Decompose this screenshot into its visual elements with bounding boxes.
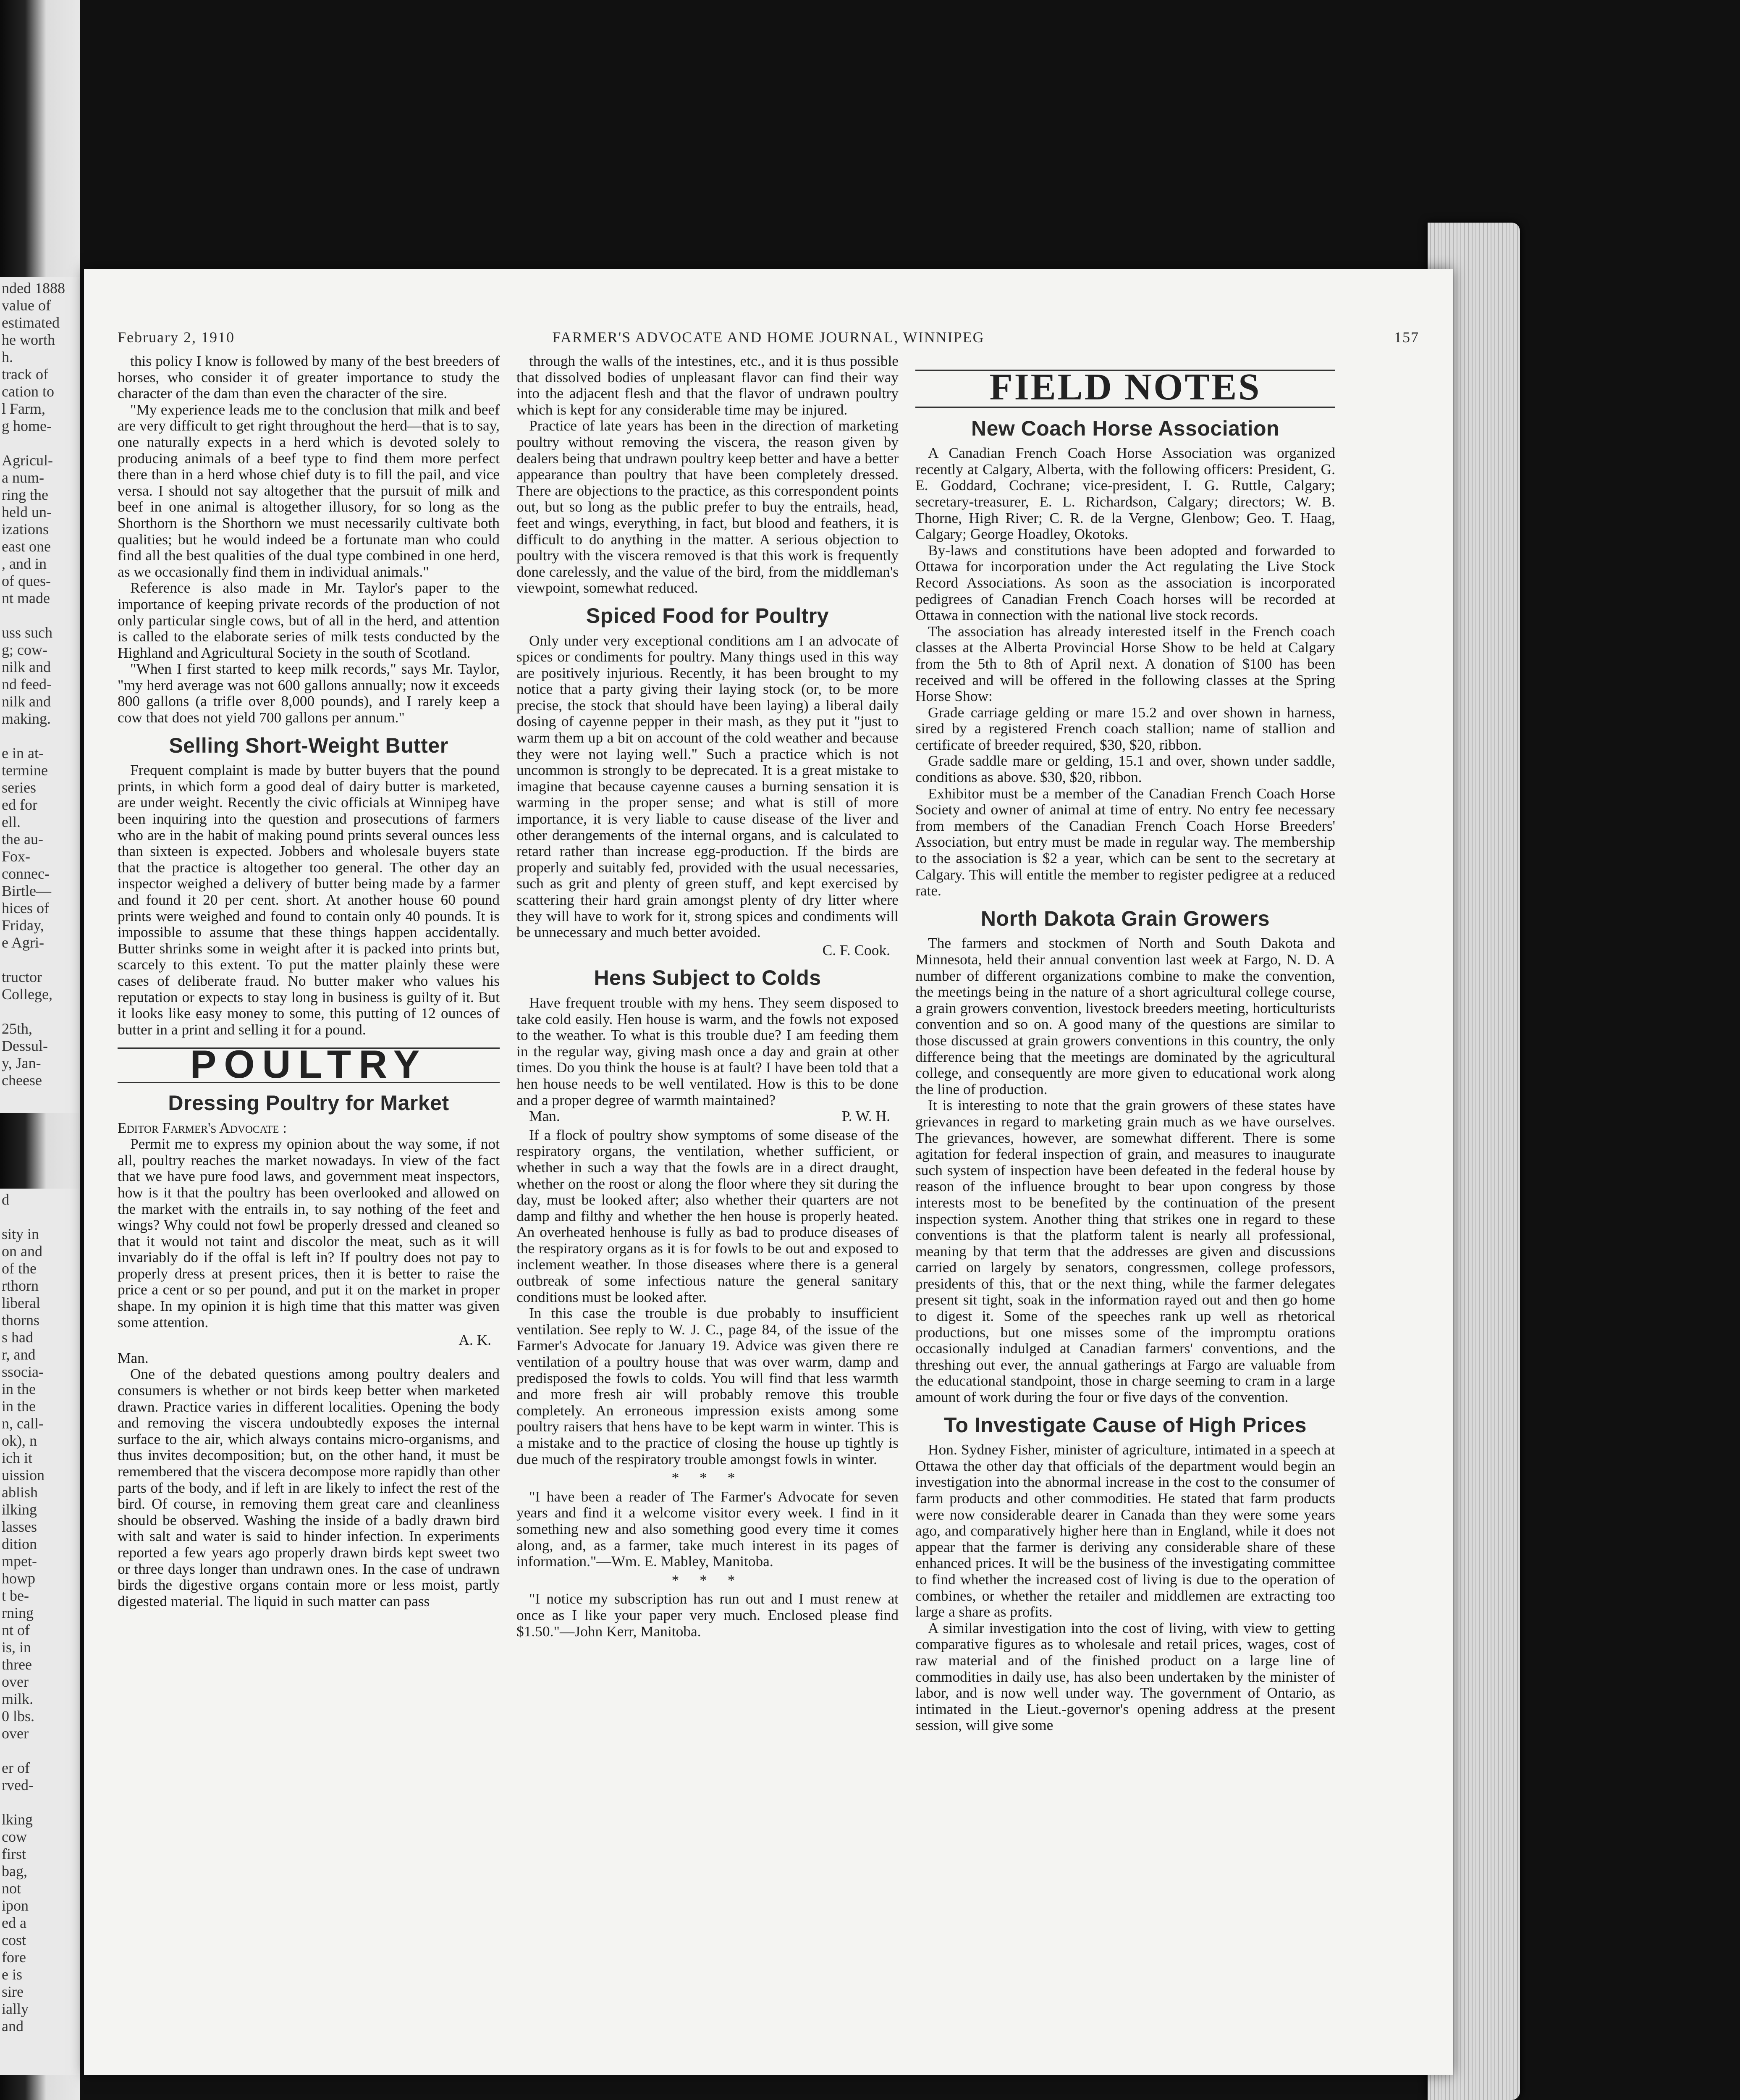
strip-line: three [2,1656,32,1673]
strip-line: Friday, [2,917,44,934]
strip-line: howp [2,1570,35,1587]
field-notes-banner: FIELD NOTES [915,370,1335,408]
hens-colds-heading: Hens Subject to Colds [594,966,821,990]
paragraph: "My experience leads me to the conclusion that milk and beef are very difficult to get right throughout the herd—that is to say, one naturally expects in a herd which is devoted solely to producing animals of a beef type to find them more perfect there than in a herd whose chief duty is to fill the pail, and vice versa. I should not say altogether that the pursuit of milk and beef in one animal is altogether illusory, for so long as the Shorthorn is the Shorthorn we must necessarily cultivate both qualities; but he would indeed be a fortunate man who could find all the best qualities of the dual type combined in one herd, as we occasionally find them in individual animals." [118,401,500,580]
strip-line: is, in [2,1639,31,1656]
strip-line: e in at- [2,745,44,761]
strip-line: g; cow- [2,641,47,658]
strip-line: ich it [2,1449,32,1466]
strip-line: connec- [2,865,50,882]
hens-colds-answer [516,1127,899,1467]
dressing-signature: A. K. [459,1331,491,1349]
strip-line [2,435,80,452]
strip-line: and [2,2018,24,2034]
paragraph: Permit me to express my opinion about the way some, if not all, poultry reaches the market nowadays. In view of the fact that we have pure food laws, and government meat inspectors, how is it that the poultry has been overlooked and allowed on the market with the entrails in, to say nothing of the feet and wings? Why could not fowl be properly dressed and cleaned so that it would not taint and discolor the meat, such as it will invariably do if the offal is left in? If poultry does not pay to properly dress at present prices, then it is better to raise the price a cent or so per pound, and put it on the market in proper shape. In my opinion it is high time that this matter was given some attention. [118,1135,500,1331]
strip-line: Fox- [2,848,31,865]
dressing-poultry-letter [118,1136,500,1330]
strip-line: over [2,1673,29,1690]
strip-line: east one [2,538,51,555]
strip-line: dition [2,1536,37,1552]
strip-line: liberal [2,1294,40,1311]
strip-line: lasses [2,1518,37,1535]
paragraph: If a flock of poultry show symptoms of some disease of the respiratory organs, the ventilation, whether sufficient, or whether in such a way that the fowls are in a direct draught, whether on the roost or along the floor where they sit during the day, must be looked after; also whether their quarters are not damp and filthy and whether the hen house is properly heated. An overheated henhouse is fully as bad to produce diseases of the respiratory organs as it is for fowls to be out and exposed to inclement weather. In those diseases where there is a general outbreak of some infectious nature the general sanitary conditions must be looked after. [516,1126,899,1305]
strip-line: 25th, [2,1020,33,1037]
newspaper-page [84,269,1453,2075]
strip-line: in the [2,1381,36,1397]
strip-line: ablish [2,1484,38,1501]
strip-line: he worth [2,331,55,348]
page-number: 157 [1394,329,1419,346]
poultry-banner: POULTRY [118,1047,500,1083]
previous-page-strip-bottom [0,1189,80,2075]
strip-line [2,951,80,969]
strip-line: ially [2,2000,29,2017]
strip-line: l Farm, [2,400,45,417]
strip-line: Agricul- [2,452,53,469]
strip-line: t be- [2,1587,29,1604]
strip-line: rning [2,1604,34,1621]
strip-line: tructor [2,969,42,985]
strip-line: College, [2,986,52,1003]
paragraph: Hon. Sydney Fisher, minister of agriculture, intimated in a speech at Ottawa the other day that officials of the department would begin an investigation into the abnormal increase in the cost to the consumer of farm products and other commodities. He stated that farm products were now considerable dearer in Canada than they were some years ago, and comparatively higher here than in England, while it does not appear that the farmer is deriving any considerable share of these enhanced prices. It will be the business of the investigating committee to find whether the increased cost of living is due to the operation of combines, or whether the retailer and middlemen are extracting too large a share as profits. [915,1441,1335,1620]
column-2 [516,353,899,2058]
strip-line [2,607,80,624]
paragraph: By-laws and constitutions have been adopted and forwarded to Ottawa for incorporation under the Act regulating the Live Stock Record Associations. As soon as the association is incorporated pedigrees of Canadian French Coach horses will be recorded at Ottawa in connection with the national live stock records. [915,541,1335,624]
strip-line: cation to [2,383,54,400]
strip-line: ed for [2,796,37,813]
paragraph: Reference is also made in Mr. Taylor's paper to the importance of keeping private records of the production of not only particular single cows, but of all in the herd, and attention is called to the elaborate series of milk tests conducted by the Highland and Agricultural Society in the south of Scotland. [118,579,500,661]
strip-line: nded 1888 [2,280,65,297]
hens-colds-question [516,995,899,1108]
reader-letter-1: "I have been a reader of The Farmer's Advocate for seven years and find it a welcome visitor every week. I find in it something new and also something good every time it comes along, and, as a farmer, take much interest in its pages of information."—Wm. E. Mabley, Manitoba. [516,1488,899,1570]
butter-heading: Selling Short-Weight Butter [169,733,448,757]
publication-title: FARMER'S ADVOCATE AND HOME JOURNAL, WINNIPEG [552,329,985,346]
paragraph: Grade saddle mare or gelding, 15.1 and over, shown under saddle, conditions as above. $30, $20, ribbon. [915,752,1335,786]
column-1 [118,353,500,2058]
strip-line: thorns [2,1312,39,1328]
strip-line: ell. [2,814,21,830]
paragraph: "When I first started to keep milk records," says Mr. Taylor, "my herd average was not 600 gallons annually; now it exceeds 800 gallons (a trifle over 8,000 pounds), and I rarely keep a cow that does not yield 700 gallons per annum." [118,660,500,726]
strip-line: the au- [2,831,43,848]
dakota-article [915,935,1335,1405]
strip-line: bag, [2,1863,27,1880]
strip-line [2,727,80,745]
paragraph: Grade carriage gelding or mare 15.2 and over shown in harness, sired by a registered French coach stallion; name of stallion and certificate of breeder required, $30, $20, ribbon. [915,704,1335,753]
high-prices-heading: To Investigate Cause of High Prices [943,1413,1307,1437]
strip-line [2,1742,80,1759]
paragraph: A similar investigation into the cost of living, with view to getting comparative figures as to wholesale and retail prices, wages, cost of raw material and of the finished product on a large line of commodities in daily use, has also been undertaken by the minister of labor, and is now well under way. The government of Ontario, as intimated in the Lieut.-governor's opening address at the present session, will give some [915,1619,1335,1734]
coach-horse-article [915,445,1335,899]
spiced-food-heading: Spiced Food for Poultry [586,604,829,627]
strip-line: n, call- [2,1415,44,1432]
strip-line: on and [2,1243,42,1260]
strip-line: of ques- [2,572,51,589]
strip-line: cost [2,1932,26,1948]
previous-page-strip-top [0,277,80,1113]
dakota-heading: North Dakota Grain Growers [980,906,1270,930]
strip-line: of the [2,1260,37,1277]
strip-line: ring the [2,486,48,503]
strip-line: not [2,1880,21,1897]
butter-article [118,762,500,1037]
paragraph: Frequent complaint is made by butter buyers that the pound prints, in which form a good deal of dairy butter is marketed, are under weight. Recently the civic officials at Winnipeg have been inquiring into the question and prosecutions of farmers who are in the habit of making pound prints several ounces less than sixteen is expected. Jobbers and wholesale buyers state that the practice is altogether too general. The other day an inspector weighed a delivery of butter being made by a farmer and found it 20 per cent. short. At another house 60 pound prints were weighed and found to contain only 40 pounds. It is impossible to assume that these things happen accidentally. Butter shrinks some in weight after it is packed into prints but, scarcely to this extent. To put the matter plainly these were cases of deliberate fraud. No butter maker who values his reputation or expects to stay long in business is guilty of it. But it looks like easy money to some, this putting of 12 ounces of butter in a print and selling it for a pound. [118,761,500,1038]
strip-line: held un- [2,504,52,520]
strip-line: nilk and [2,659,51,675]
separator-stars-2: * * * [671,1571,744,1588]
strip-line: value of [2,297,51,314]
paragraph: The farmers and stockmen of North and South Dakota and Minnesota, held their annual convention last week at Fargo, N. D. A number of different organizations combine to make the convention, the meetings being in the nature of a short agricultural college course, a grain growers convention, livestock breeders meeting, horticulturists convention and so on. A good many of the questions are similar to those discussed at grain growers conventions in this country, the only difference being that the meetings are dominated by the agricultural college, and consequently are more given to educational work along the line of production. [915,934,1335,1097]
strip-line: ssocia- [2,1363,44,1380]
strip-line: 0 lbs. [2,1708,35,1725]
strip-line: mpet- [2,1553,37,1570]
strip-line: d [2,1191,9,1208]
strip-line: uss such [2,624,53,641]
strip-line: fore [2,1949,26,1966]
strip-line: cheese [2,1072,42,1089]
strip-line: y, Jan- [2,1055,41,1071]
strip-line: nilk and [2,693,51,710]
hens-place: Man. [529,1108,560,1125]
hens-signature-line [529,1108,890,1124]
strip-line: sity in [2,1226,39,1242]
strip-line: series [2,779,36,796]
running-head [118,328,1419,345]
strip-line [2,1794,80,1811]
strip-line: ilking [2,1501,37,1518]
strip-line: Dessul- [2,1037,48,1054]
paragraph: It is interesting to note that the grain growers of these states have grievances in regard to marketing grain much as we have ourselves. The grievances, however, are somewhat different. There is some agitation for federal inspection of grain, and measures to inaugurate such system of inspection have been defeated in the federal house by reason of the influence brought to bear upon congress by those interests most to be benefited by the continuation of the present inspection system. Another thing that strikes one in regard to these conventions is that the platform talent is nearly all professional, meaning by that term that the addresses are given and discussions carried on largely by senators, congressmen, college professors, presidents of this, that or the next thing, while the farmer delegates present sit tight, soak in the information rayed out and then go home to digest it. Some of the speeches rank up well as rhetorical productions, but one misses some of the impromptu orations occasionally indulged at Canadian farmers' conventions, and the threshing out ever, the annual gatherings at Fargo are valuable from the educational standpoint, those in charge seeming to cram in a large amount of work during the four or five days of the convention. [915,1097,1335,1406]
issue-date: February 2, 1910 [118,329,235,346]
strip-line: a num- [2,469,44,486]
paragraph: this policy I know is followed by many of the best breeders of horses, who consider it of greater importance to study the character of the dam than even the character of the sire. [118,353,500,402]
strip-line: hices of [2,900,49,916]
strip-line: er of [2,1759,30,1776]
strip-line: in the [2,1398,36,1415]
strip-line [2,1208,80,1226]
paragraph: The association has already interested itself in the French coach classes at the Alberta Provincial Horse Show to be held at Calgary from the 5th to 8th of April next. A donation of $100 has been received and will be offered in the following classes at the Spring Horse Show: [915,622,1335,705]
strip-line: e Agri- [2,934,44,951]
hens-signature: P. W. H. [841,1108,890,1125]
strip-line: cow [2,1828,27,1845]
paragraph: Exhibitor must be a member of the Canadian French Coach Horse Society and owner of animal at time of entry. No entry fee necessary from members of the Canadian French Coach Horse Breeders' Association, but entry must be made in regular way. The membership to the association is $2 a year, which can be sent to the secretary at Calgary. This will entitle the member to register pedigree at a reduced rate. [915,785,1335,899]
strip-line: ok), n [2,1432,37,1449]
spiced-food-article [516,633,899,940]
strip-line [2,1003,80,1020]
spiced-food-signature: C. F. Cook. [822,941,890,958]
paragraph: One of the debated questions among poultry dealers and consumers is whether or not birds keep better when marketed drawn. Practice varies in different localities. Opening the body and removing the viscera undoubtedly exposes the internal surface to the air, which always contains micro-organisms, and thus invites decomposition; but, on the other hand, it must be remembered that the viscera decompose more rapidly than other parts of the body, and if left in are likely to infect the rest of the bird. Of course, in removing them great care and cleanliness should be observed. Washing the inside of a badly drawn bird with salt and water is said to hinder infection. In experiments reported a few years ago properly drawn birds kept sweet two or three days longer than undrawn ones. In the case of undrawn birds the digestive organs contain more or less moist, partly digested material. The liquid in such matter can pass [118,1365,500,1609]
strip-line: estimated [2,314,60,331]
dressing-poultry-reply [118,1366,500,1609]
strip-line: nd feed- [2,676,52,693]
column-3 [915,353,1335,2058]
strip-line: lking [2,1811,33,1828]
strip-line: r, and [2,1346,36,1363]
paragraph: Practice of late years has been in the direction of marketing poultry without removing the viscera, the reason given by dealers being that undrawn poultry keep better and have a better appearance than poultry that have been completely dressed. There are objections to the practice, as this correspondent points out, but so long as the public prefer to buy the entrails, head, feet and wings, everything, in fact, but blood and feathers, it is difficult to do anything in the matter. A serious objection to poultry with the viscera removed is that this work is frequently done carelessly, and the value of the bird, from the middleman's viewpoint, somewhat reduced. [516,417,899,596]
paragraph: through the walls of the intestines, etc., and it is thus possible that dissolved bodies of unpleasant flavor can find their way into the adjacent flesh and that the flavor of undrawn poultry which is kept for any considerable time may be injured. [516,353,899,418]
strip-line: first [2,1845,26,1862]
strip-line: milk. [2,1690,34,1707]
strip-line: track of [2,366,48,383]
strip-line: nt of [2,1622,30,1638]
dressing-poultry-reply-continued [516,353,899,596]
strip-line: izations [2,521,49,538]
strip-line: g home- [2,417,52,434]
editor-salutation: Editor Farmer's Advocate : [118,1119,287,1136]
paragraph: Have frequent trouble with my hens. They seem disposed to take cold easily. Hen house is warm, and the fowls not exposed to the weather. To what is this trouble due? I am feeding them in the regular way, giving mash once a day and grain at other times. Do you think the house is at fault? I have been told that a hen house needs to be well ventilated. How is this to be done and a proper degree of warmth maintained? [516,994,899,1108]
paragraph: In this case the trouble is due probably to insufficient ventilation. See reply to W. J. C., page 84, of the issue of the Farmer's Advocate for January 19. Advice was given there re ventilation of a poultry house that was over warm, damp and predisposed the fowls to colds. You will find that less warmth and more fresh air will probably remove this trouble completely. An erroneous impression exists among some poultry raisers that hens have to be kept warm in winter. This is a mistake and to the practice of closing the house up tightly is due much of the respiratory trouble amongst fowls in winter. [516,1305,899,1467]
shorthorn-article-continued [118,353,500,726]
strip-line: nt made [2,590,50,606]
strip-line: sire [2,1983,24,2000]
coach-horse-heading: New Coach Horse Association [971,416,1280,440]
strip-line: s had [2,1329,33,1346]
dressing-poultry-heading: Dressing Poultry for Market [168,1091,449,1115]
strip-line: Birtle— [2,882,51,899]
strip-line: e is [2,1966,22,1983]
strip-line: ipon [2,1897,29,1914]
strip-line: making. [2,710,51,727]
strip-line: termine [2,762,48,779]
paragraph: Only under very exceptional conditions am I an advocate of spices or condiments for poultry. Many things used in this way are positively injurious. Recently, it has been brought to my notice that a party giving their laying stock (or, to be more precise, the stock that should have been laying) a liberal daily dosing of cayenne pepper in their mash, as they put it "just to warm them up a bit on account of the cold weather and because they were not laying well." Such a practice which is not uncommon is strongly to be deprecated. It is a great mistake to imagine that because cayenne causes a burning sensation it is warming in the proper sense; and what is still of more importance, it is very liable to cause disease of the liver and other derangements of the internal organs, and is calculated to retard rather than increase egg-production. If the birds are properly and suitably fed, provided with the usual necessaries, such as grit and plenty of green stuff, and kept exercised by scattering their hard grain amongst plenty of dry litter where they will have to work for it, strong spices and condiments will be unnecessary and much better avoided. [516,632,899,941]
strip-line: ed a [2,1914,26,1931]
strip-line: rved- [2,1777,34,1793]
strip-line: h. [2,349,13,365]
reader-letter-2: "I notice my subscription has run out and I must renew at once as I like your paper very much. Enclosed please find $1.50."—John Kerr, Manitoba. [516,1590,899,1640]
dressing-place: Man. [118,1349,149,1366]
strip-line: rthorn [2,1277,39,1294]
strip-line: uission [2,1467,45,1483]
strip-line: over [2,1725,29,1742]
high-prices-article [915,1441,1335,1733]
strip-line: , and in [2,555,47,572]
paragraph: A Canadian French Coach Horse Association was organized recently at Calgary, Alberta, with the following officers: President, G. E. Goddard, Cochrane; vice-president, I. G. Ruttle, Calgary; secretary-treasurer, E. L. Richardson, Calgary; directors; W. B. Thorne, High River; C. R. de la Vergne, Glenbow; Geo. T. Haag, Calgary; George Hoadley, Okotoks. [915,444,1335,543]
separator-stars-1: * * * [671,1469,744,1486]
